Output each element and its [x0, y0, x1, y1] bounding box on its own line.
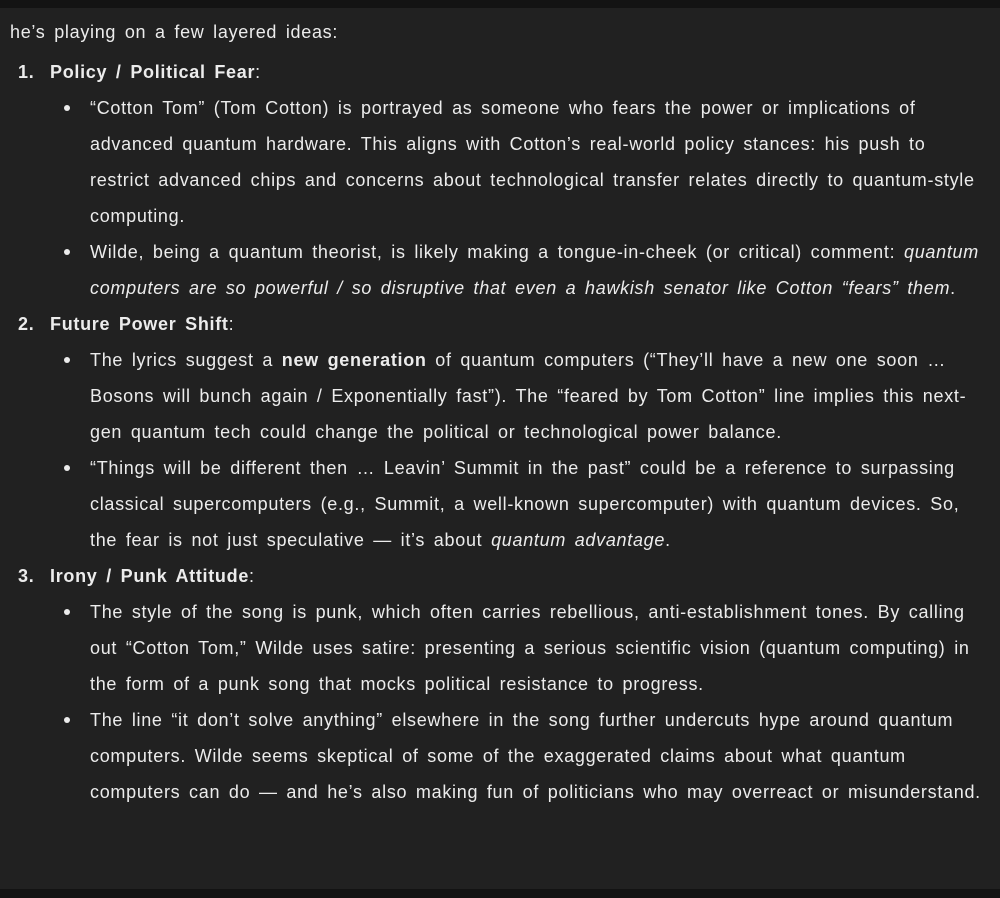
top-edge-band — [0, 0, 1000, 8]
text-segment: quantum computers are so powerful / so disruptive that even a hawkish senator like Cotton “fears” them — [90, 242, 979, 298]
bullet-text — [90, 450, 986, 558]
text-segment: The line “it don’t solve anything” elsewhere in the song further undercuts hype around quantum computers. Wilde seems skeptical of some of the exaggerated claims about what quantum computers can do — and he’s also making fun of politicians who may overreact or misunderstand. — [90, 710, 981, 802]
bullet-list — [10, 342, 986, 558]
list-item — [10, 342, 986, 450]
text-segment: of quantum computers (“They’ll have a new one soon … Bosons will bunch again / Exponentially fast”). The “feared by Tom Cotton” line implies this next-gen quantum tech could change the political or technological power balance. — [90, 350, 967, 442]
bullet-list — [10, 594, 986, 810]
section-title-colon: : — [255, 62, 261, 82]
bottom-edge-band — [0, 889, 1000, 898]
section-title-colon: : — [249, 566, 255, 586]
list-item — [10, 594, 986, 702]
text-segment: The style of the song is punk, which often carries rebellious, anti-establishment tones. By calling out “Cotton Tom,” Wilde uses satire: presenting a serious scientific vision (quantum computing) in the form of a punk song that mocks political resistance to progress. — [90, 602, 970, 694]
bullet-dot — [64, 465, 70, 471]
list-section — [10, 558, 986, 810]
section-title: Policy / Political Fear — [50, 62, 256, 82]
bullet-text — [90, 594, 986, 702]
layered-ideas-list — [10, 54, 986, 810]
list-item — [10, 90, 986, 234]
text-segment: . — [665, 530, 671, 550]
list-section — [10, 54, 986, 306]
list-item — [10, 234, 986, 306]
intro-text: he’s playing on a few layered ideas: — [10, 22, 339, 42]
bullet-dot — [64, 105, 70, 111]
bullet-icon — [64, 702, 90, 810]
bullet-icon — [64, 450, 90, 558]
bullet-dot — [64, 249, 70, 255]
bullet-dot — [64, 609, 70, 615]
text-segment: quantum advantage — [491, 530, 666, 550]
list-item — [10, 702, 986, 810]
bullet-dot — [64, 717, 70, 723]
text-segment: “Cotton Tom” (Tom Cotton) is portrayed as someone who fears the power or implications of advanced quantum hardware. This aligns with Cotton’s real-world policy stances: his push to restrict advanced chips and concerns about technological transfer relates directly to quantum-style computing. — [90, 98, 975, 226]
bullet-dot — [64, 357, 70, 363]
text-segment: “Things will be different then … Leavin’ Summit in the past” could be a reference to surpassing classical supercomputers (e.g., Summit, a well-known supercomputer) with quantum devices. So, the fear is not just speculative — it’s about — [90, 458, 960, 550]
bullet-text — [90, 342, 986, 450]
bullet-icon — [64, 594, 90, 702]
section-title: Future Power Shift — [50, 314, 229, 334]
bullet-icon — [64, 342, 90, 450]
bullet-icon — [64, 90, 90, 234]
text-segment: Wilde, being a quantum theorist, is likely making a tongue-in-cheek (or critical) comment: — [90, 242, 904, 262]
section-header — [10, 54, 986, 90]
text-segment: The lyrics suggest a — [90, 350, 282, 370]
bullet-text — [90, 234, 986, 306]
bullet-list — [10, 90, 986, 306]
list-section — [10, 306, 986, 558]
text-segment: . — [950, 278, 956, 298]
section-header — [10, 558, 986, 594]
list-number: 2. — [18, 314, 35, 334]
assistant-message — [0, 8, 1000, 810]
list-number: 1. — [18, 62, 35, 82]
bullet-text — [90, 90, 986, 234]
section-title: Irony / Punk Attitude — [50, 566, 250, 586]
list-number: 3. — [18, 566, 35, 586]
bullet-icon — [64, 234, 90, 306]
list-item — [10, 450, 986, 558]
section-title-colon: : — [228, 314, 235, 334]
bullet-text — [90, 702, 986, 810]
text-segment: new generation — [281, 350, 427, 370]
section-header — [10, 306, 986, 342]
